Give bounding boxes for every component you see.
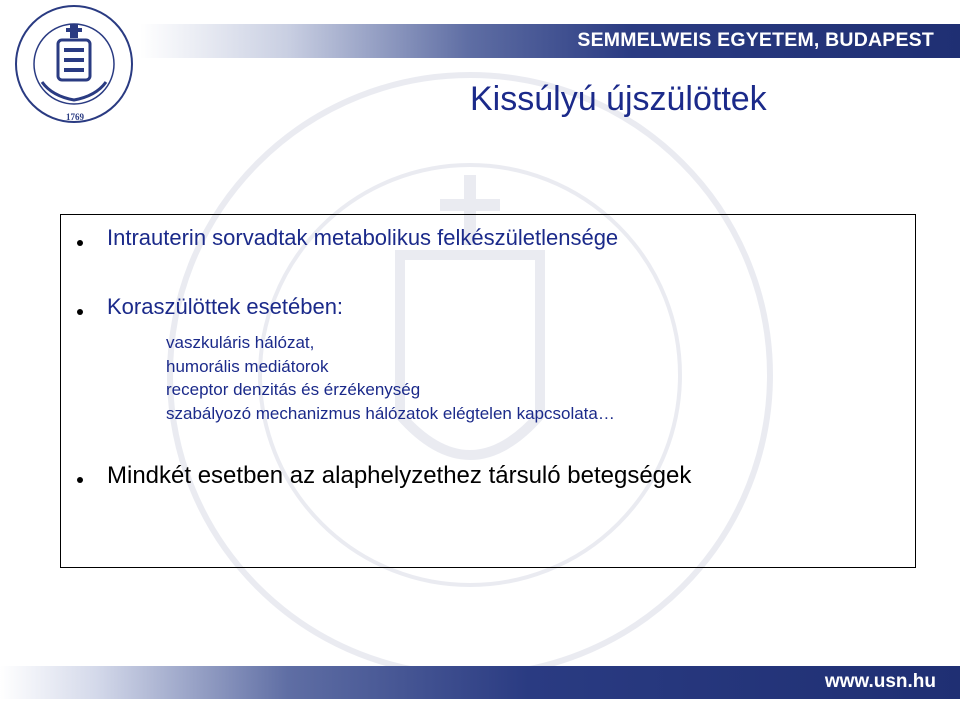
content-box [60, 214, 916, 568]
sub-item: receptor denzitás és érzékenység [166, 380, 421, 399]
university-seal-logo [6, 2, 146, 132]
bullet-text: Intrauterin sorvadtak metabolikus felkészületlensége [107, 225, 619, 250]
header-bar [140, 24, 960, 58]
seal-year: 1769 [66, 112, 84, 122]
footer-url: www.usn.hu [824, 671, 936, 692]
sub-item: szabályozó mechanizmus hálózatok elégtelen kapcsolata… [166, 403, 615, 423]
bullet-dot [77, 309, 83, 315]
sub-list [166, 331, 615, 425]
footer-bar [0, 666, 960, 699]
bullet-dot [77, 477, 83, 483]
institution-name: SEMMELWEIS EGYETEM, BUDAPEST [577, 29, 934, 51]
bullet-dot [77, 240, 83, 246]
sub-item: vaszkuláris hálózat, [166, 333, 315, 352]
slide-title: Kissúlyú újszülöttek [470, 80, 767, 118]
bullet-item [61, 462, 915, 494]
bullet-item [61, 294, 915, 324]
bullet-item [61, 225, 915, 255]
bullet-text: Koraszülöttek esetében: [107, 294, 344, 319]
bullet-text: Mindkét esetben az alaphelyzethez társuló betegségek [107, 462, 692, 489]
sub-item: humorális mediátorok [166, 356, 329, 376]
